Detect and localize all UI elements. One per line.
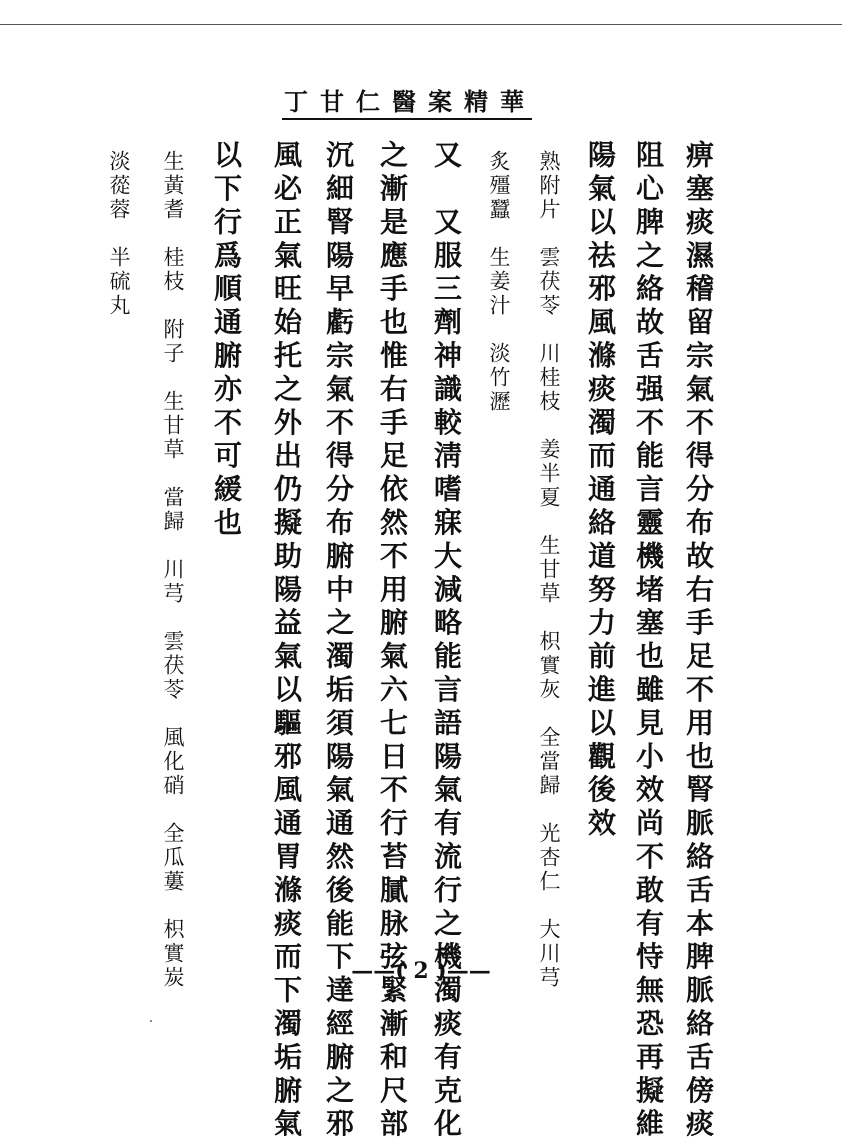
scan-speck (150, 1020, 152, 1022)
prescription-column-1: 熟附片 雲茯苓 川桂枝 姜半夏 生甘草 枳實灰 全當歸 光杏仁 大川芎 (537, 150, 561, 990)
prescription-column-4: 淡蓯蓉 半硫丸 (107, 150, 131, 318)
prescription-column-2: 炙殭蠶 生姜汁 淡竹瀝 (487, 150, 511, 414)
top-border-line (0, 24, 842, 25)
text-column-2: 阻心脾之絡故舌强不能言靈機堵塞也雖見小效尚不敢有恃無恐再擬維 (632, 140, 665, 1142)
text-column-7: 風必正氣旺始托之外出仍擬助陽益氣以驅邪風通胃滌痰而下濁垢腑氣 (270, 140, 303, 1142)
text-column-8: 以下行爲順通腑亦不可緩也 (210, 140, 243, 541)
text-column-3: 陽氣以祛邪風滌痰濁而通絡道努力前進以觀後效 (584, 140, 617, 842)
header-underline (282, 118, 532, 120)
text-column-4: 又 又服三劑神識較淸嗜寐大減略能言語陽氣有流行之機濁痰有克化 (430, 140, 463, 1142)
text-column-6: 沉細腎陽早虧宗氣不得分布腑中之濁垢須陽氣通然後能下達經腑之邪 (322, 140, 355, 1142)
text-column-5: 之漸是應手也惟右手足依然不用腑氣六七日不行苔膩脉弦緊漸和尺部 (376, 140, 409, 1142)
prescription-column-3: 生黃耆 桂枝 附子 生甘草 當歸 川芎 雲茯苓 風化硝 全瓜蔞 枳實炭 (161, 150, 185, 990)
text-column-1: 痹塞痰濕稽留宗氣不得分布故右手足不用也腎脈絡舌本脾脈絡舌傍痰 (682, 140, 715, 1142)
page-number: ——( 2 )—— (351, 958, 491, 984)
page-header-title: 丁甘仁醫案精華 (284, 87, 536, 116)
